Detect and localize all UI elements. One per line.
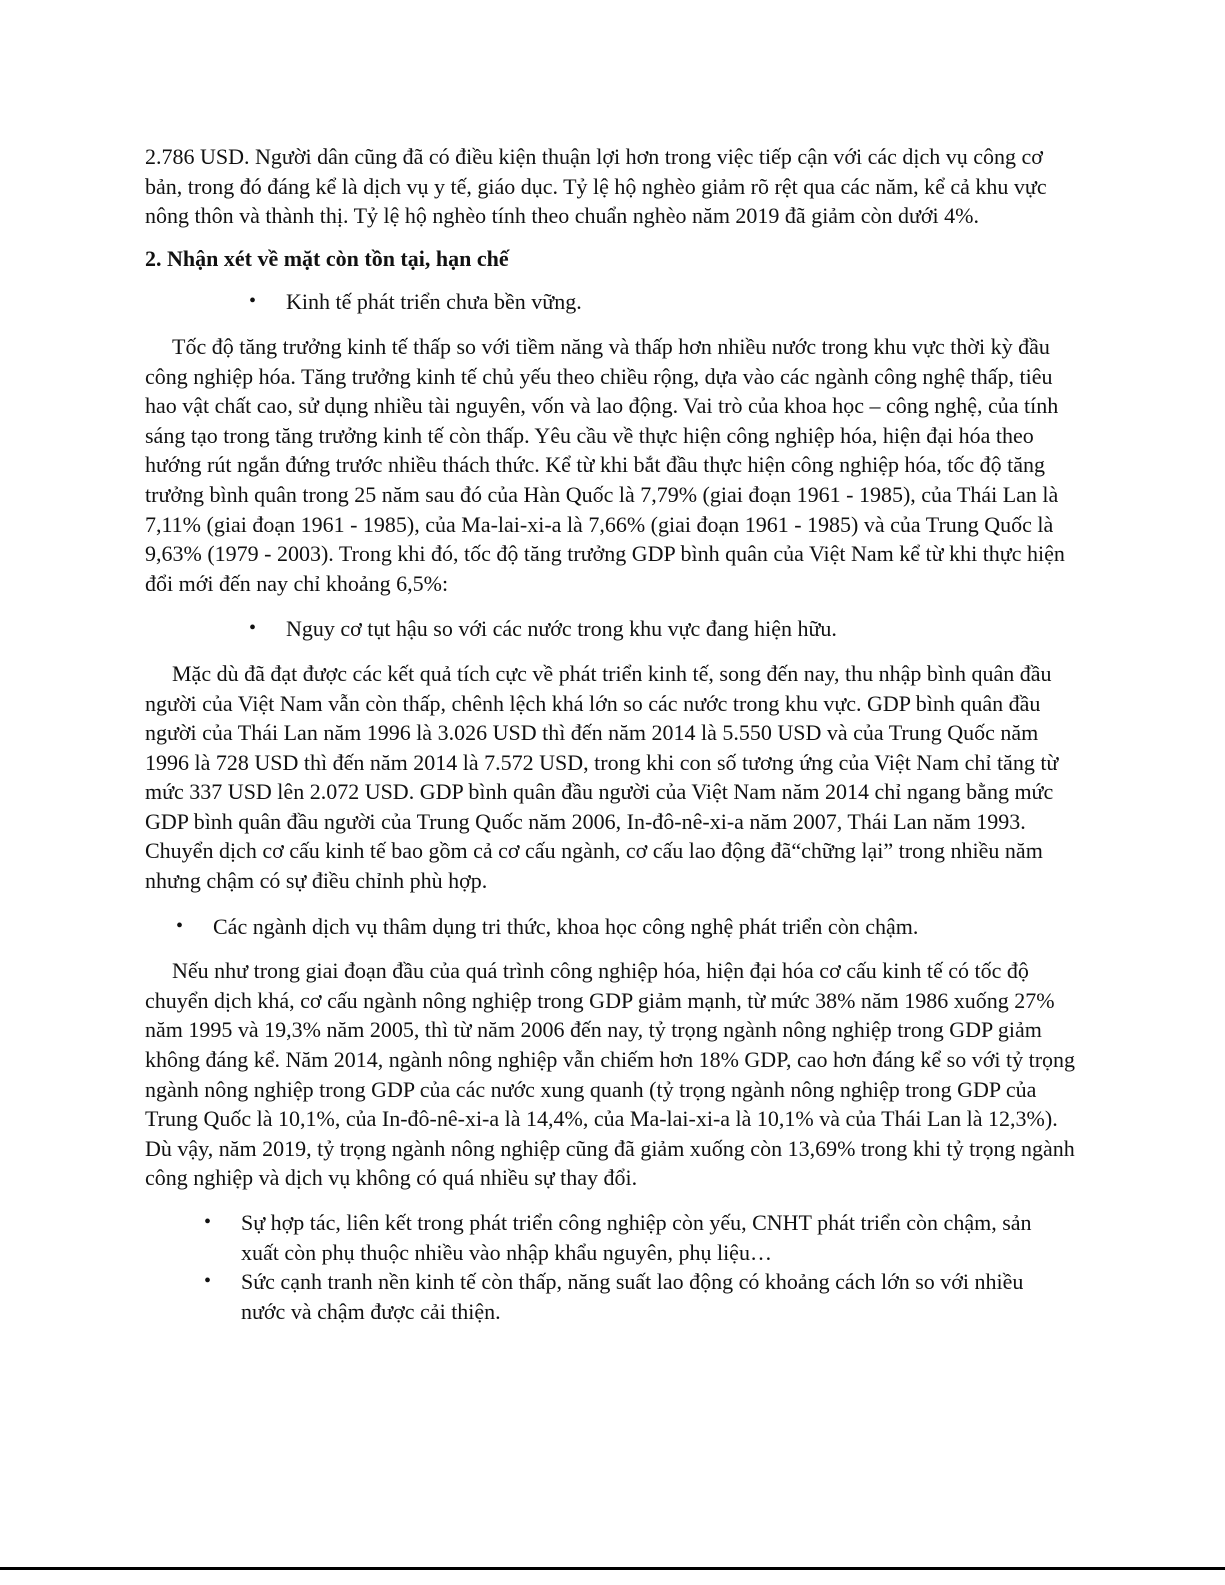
- bullet-list-3: [145, 912, 1080, 942]
- bullet-item: [145, 1267, 1061, 1326]
- bullet-text: Sự hợp tác, liên kết trong phát triển công nghiệp còn yếu, CNHT phát triển còn chậm, sản xuất còn phụ thuộc nhiều vào nhập khẩu nguyên, phụ liệu…: [241, 1210, 1032, 1265]
- bullet-icon: •: [204, 1270, 212, 1293]
- bullet-icon: •: [204, 1211, 212, 1233]
- page-bottom-border: [0, 1567, 1225, 1570]
- section-heading: 2. Nhận xét về mặt còn tồn tại, hạn chế: [145, 245, 509, 271]
- bullet-list-4: [145, 1208, 1080, 1326]
- bullet-list-2: [145, 614, 1080, 644]
- bullet-icon: •: [176, 914, 184, 937]
- body-paragraph: Tốc độ tăng trưởng kinh tế thấp so với tiềm năng và thấp hơn nhiều nước trong khu vực thời kỳ đầu công nghiệp hóa. Tăng trưởng kinh tế chủ yếu theo chiều rộng, dựa vào các ngành công nghệ thấp, tiêu hao vật chất cao, sử dụng nhiều tài nguyên, vốn và lao động. Vai trò của khoa học – công nghệ, của tính sáng tạo trong tăng trưởng kinh tế còn thấp. Yêu cầu về thực hiện công nghiệp hóa, hiện đại hóa theo hướng rút ngắn đứng trước nhiều thách thức. Kể từ khi bắt đầu thực hiện công nghiệp hóa, tốc độ tăng trưởng bình quân trong 25 năm sau đó của Hàn Quốc là 7,79% (giai đoạn 1961 - 1985), của Thái Lan là 7,11% (giai đoạn 1961 - 1985), của Ma-lai-xi-a là 7,66% (giai đoạn 1961 - 1985) và của Trung Quốc là 9,63% (1979 - 2003). Trong khi đó, tốc độ tăng trưởng GDP bình quân của Việt Nam kể từ khi thực hiện đổi mới đến nay chỉ khoảng 6,5%:: [145, 333, 1065, 596]
- bullet-item: [145, 912, 1080, 942]
- body-paragraph: Mặc dù đã đạt được các kết quả tích cực về phát triển kinh tế, song đến nay, thu nhập bình quân đầu người của Việt Nam vẫn còn thấp, chênh lệch khá lớn so các nước trong khu vực. GDP bình quân đầu người của Thái Lan năm 1996 là 3.026 USD thì đến năm 2014 là 5.550 USD và của Trung Quốc năm 1996 là 728 USD thì đến năm 2014 là 7.572 USD, trong khi con số tương ứng của Việt Nam chỉ tăng từ mức 337 USD lên 2.072 USD. GDP bình quân đầu người của Việt Nam năm 2014 chỉ ngang bằng mức GDP bình quân đầu người của Trung Quốc năm 2006, In-đô-nê-xi-a năm 2007, Thái Lan năm 1993. Chuyển dịch cơ cấu kinh tế bao gồm cả cơ cấu ngành, cơ cấu lao động đã“chững lại” trong nhiều năm nhưng chậm có sự điều chỉnh phù hợp.: [145, 660, 1059, 894]
- bullet-icon: •: [249, 290, 257, 313]
- body-paragraph: Nếu như trong giai đoạn đầu của quá trình công nghiệp hóa, hiện đại hóa cơ cấu kinh tế có tốc độ chuyển dịch khá, cơ cấu ngành nông nghiệp trong GDP giảm mạnh, từ mức 38% năm 1986 xuống 27% năm 1995 và 19,3% năm 2005, thì từ năm 2006 đến nay, tỷ trọng ngành nông nghiệp trong GDP giảm không đáng kể. Năm 2014, ngành nông nghiệp vẫn chiếm hơn 18% GDP, cao hơn đáng kể so với tỷ trọng ngành nông nghiệp trong GDP của các nước xung quanh (tỷ trọng ngành nông nghiệp trong GDP của Trung Quốc là 10,1%, của In-đô-nê-xi-a là 14,4%, của Ma-lai-xi-a là 10,1% và của Thái Lan là 12,3%). Dù vậy, năm 2019, tỷ trọng ngành nông nghiệp cũng đã giảm xuống còn 13,69% trong khi tỷ trọng ngành công nghiệp và dịch vụ không có quá nhiều sự thay đổi.: [145, 958, 1076, 1191]
- bullet-item: [145, 287, 1080, 317]
- bullet-text: Kinh tế phát triển chưa bền vững.: [286, 289, 582, 315]
- bullet-icon: •: [249, 617, 257, 640]
- bullet-item: [145, 1208, 1061, 1267]
- bullet-item: [145, 614, 1080, 644]
- intro-paragraph: 2.786 USD. Người dân cũng đã có điều kiện thuận lợi hơn trong việc tiếp cận với các dịch vụ công cơ bản, trong đó đáng kể là dịch vụ y tế, giáo dục. Tỷ lệ hộ nghèo giảm rõ rệt qua các năm, kể cả khu vực nông thôn và thành thị. Tỷ lệ hộ nghèo tính theo chuẩn nghèo năm 2019 đã giảm còn dưới 4%.: [145, 144, 1047, 229]
- bullet-list-1: [145, 287, 1080, 317]
- bullet-text: Nguy cơ tụt hậu so với các nước trong khu vực đang hiện hữu.: [286, 616, 837, 642]
- document-body: [145, 142, 1080, 1326]
- bullet-text: Các ngành dịch vụ thâm dụng tri thức, khoa học công nghệ phát triển còn chậm.: [213, 913, 919, 939]
- bullet-text: Sức cạnh tranh nền kinh tế còn thấp, năng suất lao động có khoảng cách lớn so với nhiều nước và chậm được cải thiện.: [241, 1269, 1024, 1324]
